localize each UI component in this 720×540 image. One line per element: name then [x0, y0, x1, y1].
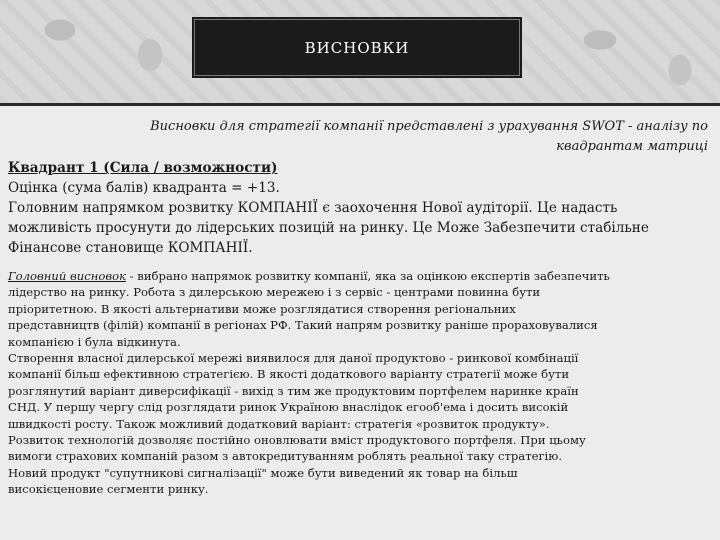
main-conclusion-label: Головний висновок — [8, 269, 126, 283]
quadrant-section — [8, 158, 714, 258]
quadrant-line: Оцінка (сума балів) квадранта = +13. — [8, 180, 280, 196]
intro-line: Висновки для стратегії компанії представлені з урахування SWOT - аналізу по — [150, 119, 708, 134]
intro-line: квадрантам матриці — [556, 139, 708, 154]
body-line — [8, 268, 716, 284]
body-line: Створення власної дилерської мережі виявилося для даної продуктово - ринкової комбінації — [8, 351, 579, 366]
conclusion-body — [8, 268, 716, 498]
page-title: ВИСНОВКИ — [304, 38, 410, 57]
body-line: швидкості росту. Також можливий додатковий варіант: стратегія «розвиток продукту». — [8, 416, 550, 431]
header-divider — [0, 103, 720, 106]
body-line: компанією і була відкинута. — [8, 334, 181, 349]
body-line: Розвиток технологій дозволяє постійно оновлювати вміст продуктового портфеля. При цьому — [8, 433, 586, 448]
body-line: лідерство на ринку. Робота з дилерською мережею і з сервіс - центрами повинна бути — [8, 285, 541, 300]
body-line: пріоритетною. В якості альтернативи може розглядатися створення регіональних — [8, 301, 516, 316]
body-line: представництв (філій) компанії в регіонах РФ. Такий напрям розвитку раніше прораховувалися — [8, 318, 598, 333]
quadrant-heading: Квадрант 1 (Сила / возможности) — [8, 160, 278, 176]
intro-paragraph — [66, 117, 708, 157]
body-line: Новий продукт "супутникові сигналізації" може бути виведений як товар на більш — [8, 465, 518, 480]
quadrant-line: Головним напрямком розвитку КОМПАНІЇ є заохочення Нової аудіторії. Це надасть — [8, 200, 618, 216]
quadrant-line: можливість просунути до лідерських позицій на ринку. Це Може Забезпечити стабільне — [8, 220, 649, 236]
body-line: компанії більш ефективною стратегією. В якості додаткового варіанту стратегії може бути — [8, 367, 570, 382]
body-line: СНД. У першу чергу слід розглядати ринок Україною внаслідок егооб'ема і досить високій — [8, 400, 569, 415]
body-line: високієценовие сегменти ринку. — [8, 482, 209, 497]
quadrant-line: Фінансове становище КОМПАНІЇ. — [8, 240, 253, 256]
title-box — [192, 17, 522, 78]
body-line: розглянутий варіант диверсифікації - вихід з тим же продуктовим портфелем наринке країн — [8, 383, 579, 398]
body-line: вимоги страхових компаній разом з автокредитуванням роблять реальної таку стратегію. — [8, 449, 563, 464]
body-line-text: - вибрано напрямок розвитку компанії, яка за оцінкою експертів забезпечить — [126, 269, 610, 283]
